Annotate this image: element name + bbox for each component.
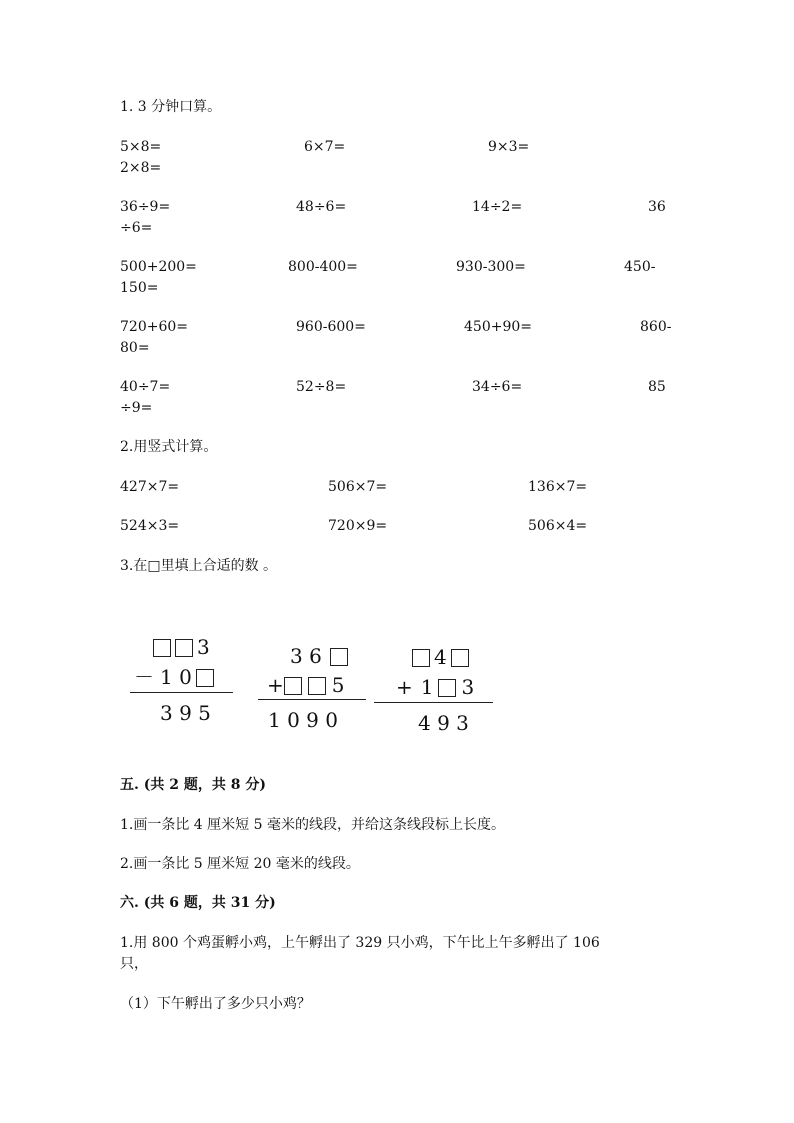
q1-r2-c3: 14÷2= xyxy=(472,199,523,215)
operator: + xyxy=(396,675,413,699)
q2-title: 2.用竖式计算。 xyxy=(120,439,218,455)
operator: + xyxy=(267,673,284,697)
answer-box[interactable] xyxy=(451,649,469,667)
q3-problem3-result: 4 9 3 xyxy=(418,711,469,735)
q3-title: 3.在□里填上合适的数 。 xyxy=(120,558,278,574)
answer-box[interactable] xyxy=(196,669,214,687)
section5-item2: 2.画一条比 5 厘米短 20 毫米的线段。 xyxy=(120,856,360,872)
section6-sub1: （1）下午孵出了多少只小鸡？ xyxy=(120,996,311,1012)
q1-r5-c1: 40÷7= xyxy=(120,379,171,395)
q2-r2-c2: 720×9= xyxy=(328,518,388,534)
q3-problem1-mid xyxy=(134,666,214,688)
q3-problem2-line xyxy=(258,699,366,700)
q1-r5-c3: 34÷6= xyxy=(472,379,523,395)
q1-r3-c3: 930-300= xyxy=(456,259,526,275)
digit: 3 xyxy=(461,675,475,699)
q3-problem1-line xyxy=(130,692,233,693)
q2-r2-c1: 524×3= xyxy=(120,518,180,534)
q1-r3-c4: 450- xyxy=(624,259,656,275)
q1-r2-c1: 36÷9= xyxy=(120,199,171,215)
q1-r5-c4: 85 xyxy=(648,379,666,395)
q1-r2-c5: ÷6= xyxy=(120,220,153,236)
q1-r4-c4: 860- xyxy=(640,319,672,335)
q1-r3-c1: 500+200= xyxy=(120,259,197,275)
q3-problem3-mid xyxy=(396,676,474,698)
q3-problem2-top xyxy=(290,645,348,667)
q2-r1-c3: 136×7= xyxy=(528,479,588,495)
q2-r1-c2: 506×7= xyxy=(328,479,388,495)
answer-box[interactable] xyxy=(412,649,430,667)
q1-r4-c1: 720+60= xyxy=(120,319,188,335)
q1-r3-c2: 800-400= xyxy=(288,259,358,275)
q3-problem2-result: 1 0 9 0 xyxy=(268,708,338,732)
q1-r5-c2: 52÷8= xyxy=(296,379,347,395)
operator: － xyxy=(134,665,154,689)
answer-box[interactable] xyxy=(330,648,348,666)
q1-r4-c2: 960-600= xyxy=(296,319,366,335)
digit: 1 xyxy=(420,675,434,699)
q3-problem3-line xyxy=(374,702,493,703)
digits: 1 0 xyxy=(160,665,192,689)
q2-r2-c3: 506×4= xyxy=(528,518,588,534)
answer-box[interactable] xyxy=(175,639,193,657)
section6-item1-line1: 1.用 800 个鸡蛋孵小鸡，上午孵出了 329 只小鸡，下午比上午多孵出了 106 xyxy=(120,935,600,951)
q1-r1-c3: 9×3= xyxy=(488,139,530,155)
q1-r2-c4: 36 xyxy=(648,199,666,215)
q3-problem2-mid xyxy=(267,674,345,696)
digit: 4 xyxy=(434,645,447,669)
answer-box[interactable] xyxy=(438,679,456,697)
section5-title: 五. (共 2 题，共 8 分) xyxy=(120,777,266,793)
q1-r1-c4: 2×8= xyxy=(120,160,162,176)
answer-box[interactable] xyxy=(284,677,302,695)
section5-item1: 1.画一条比 4 厘米短 5 毫米的线段，并给这条线段标上长度。 xyxy=(120,817,505,833)
q1-title: 1. 3 分钟口算。 xyxy=(120,99,222,115)
q1-r4-c5: 80= xyxy=(120,340,150,356)
q3-problem3-top xyxy=(412,646,469,668)
q3-problem1-result: 3 9 5 xyxy=(160,701,211,725)
section6-title: 六. (共 6 题，共 31 分) xyxy=(120,895,276,911)
q1-r5-c5: ÷9= xyxy=(120,400,153,416)
digits: 3 6 xyxy=(290,644,322,668)
q3-problem1-top xyxy=(153,636,210,658)
q1-r1-c2: 6×7= xyxy=(304,139,346,155)
answer-box[interactable] xyxy=(153,639,171,657)
q1-r3-c5: 150= xyxy=(120,280,159,296)
digit: 5 xyxy=(331,673,345,697)
digit: 3 xyxy=(197,635,210,659)
answer-box[interactable] xyxy=(308,677,326,695)
q1-r4-c3: 450+90= xyxy=(464,319,532,335)
q1-r1-c1: 5×8= xyxy=(120,139,162,155)
q1-r2-c2: 48÷6= xyxy=(296,199,347,215)
section6-item1-line2: 只， xyxy=(120,956,148,972)
q2-r1-c1: 427×7= xyxy=(120,479,180,495)
